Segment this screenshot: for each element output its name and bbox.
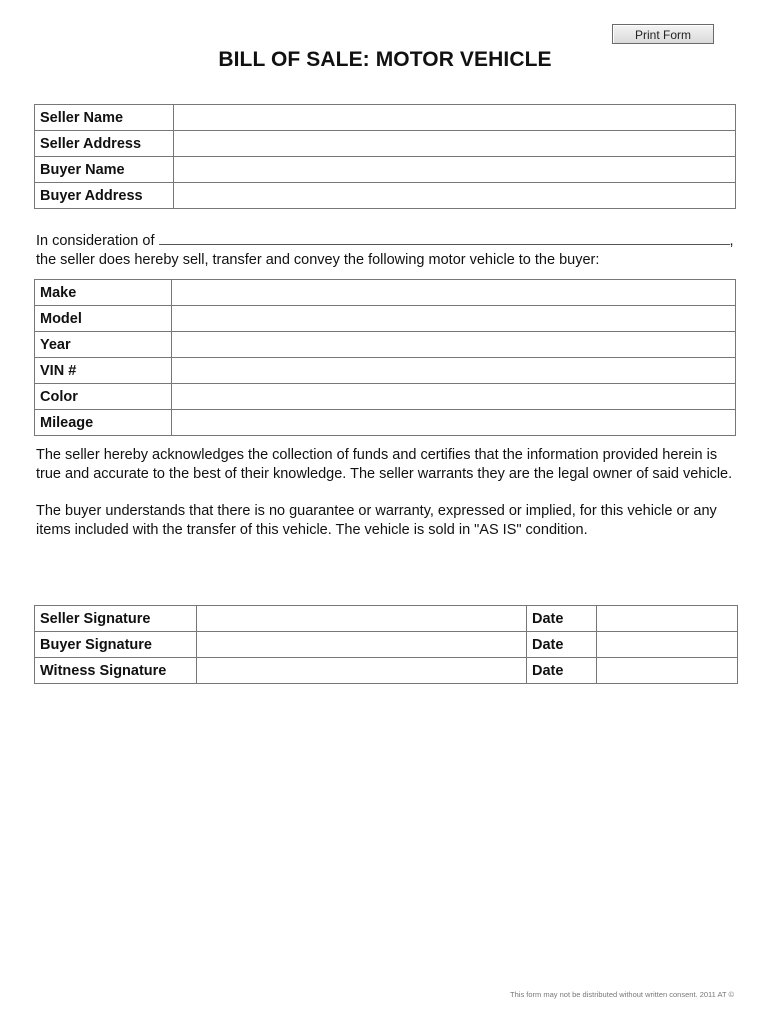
- consideration-line: [36, 230, 734, 251]
- consideration-block: [36, 230, 734, 270]
- seller-name-field[interactable]: [174, 105, 736, 131]
- seller-address-row: [35, 131, 736, 157]
- color-label: Color: [35, 384, 172, 410]
- vin-row: [35, 358, 736, 384]
- make-row: [35, 280, 736, 306]
- seller-date-field[interactable]: [597, 606, 738, 632]
- conveyance-statement: the seller does hereby sell, transfer and convey the following motor vehicle to the buyer:: [36, 252, 600, 268]
- buyer-date-field[interactable]: [597, 632, 738, 658]
- model-label: Model: [35, 306, 172, 332]
- model-field[interactable]: [172, 306, 736, 332]
- vin-field[interactable]: [172, 358, 736, 384]
- print-form-button[interactable]: Print Form: [612, 24, 714, 44]
- buyer-name-row: [35, 157, 736, 183]
- consideration-suffix: ,: [729, 233, 734, 249]
- signature-table: [34, 605, 738, 684]
- seller-signature-field[interactable]: [197, 606, 527, 632]
- form-title: BILL OF SALE: MOTOR VEHICLE: [218, 48, 552, 71]
- seller-date-label: Date: [527, 606, 597, 632]
- buyer-signature-field[interactable]: [197, 632, 527, 658]
- buyer-name-field[interactable]: [174, 157, 736, 183]
- witness-signature-row: [35, 658, 738, 684]
- buyer-signature-row: [35, 632, 738, 658]
- witness-signature-field[interactable]: [197, 658, 527, 684]
- make-label: Make: [35, 280, 172, 306]
- buyer-address-label: Buyer Address: [35, 183, 174, 209]
- copyright-footer: This form may not be distributed without written consent. 2011 AT ©: [510, 990, 734, 999]
- color-field[interactable]: [172, 384, 736, 410]
- year-row: [35, 332, 736, 358]
- seller-name-label: Seller Name: [35, 105, 174, 131]
- vin-label: VIN #: [35, 358, 172, 384]
- year-label: Year: [35, 332, 172, 358]
- make-field[interactable]: [172, 280, 736, 306]
- buyer-name-label: Buyer Name: [35, 157, 174, 183]
- mileage-field[interactable]: [172, 410, 736, 436]
- year-field[interactable]: [172, 332, 736, 358]
- buyer-address-row: [35, 183, 736, 209]
- witness-signature-label: Witness Signature: [35, 658, 197, 684]
- seller-address-label: Seller Address: [35, 131, 174, 157]
- vehicle-info-table: [34, 279, 736, 436]
- witness-date-field[interactable]: [597, 658, 738, 684]
- witness-date-label: Date: [527, 658, 597, 684]
- model-row: [35, 306, 736, 332]
- party-info-table: [34, 104, 736, 209]
- consideration-prefix: In consideration of: [36, 233, 155, 249]
- color-row: [35, 384, 736, 410]
- seller-signature-row: [35, 606, 738, 632]
- seller-address-field[interactable]: [174, 131, 736, 157]
- seller-signature-label: Seller Signature: [35, 606, 197, 632]
- seller-name-row: [35, 105, 736, 131]
- mileage-label: Mileage: [35, 410, 172, 436]
- seller-certification-paragraph: The seller hereby acknowledges the collection of funds and certifies that the information provided herein is true and accurate to the best of their knowledge. The seller warrants they are the legal owner of said vehicle.: [36, 447, 733, 482]
- buyer-date-label: Date: [527, 632, 597, 658]
- as-is-paragraph: The buyer understands that there is no guarantee or warranty, expressed or implied, for this vehicle or any items included with the transfer of this vehicle. The vehicle is sold in "AS IS" condition.: [36, 503, 717, 538]
- mileage-row: [35, 410, 736, 436]
- buyer-signature-label: Buyer Signature: [35, 632, 197, 658]
- buyer-address-field[interactable]: [174, 183, 736, 209]
- consideration-amount-field[interactable]: [159, 230, 730, 245]
